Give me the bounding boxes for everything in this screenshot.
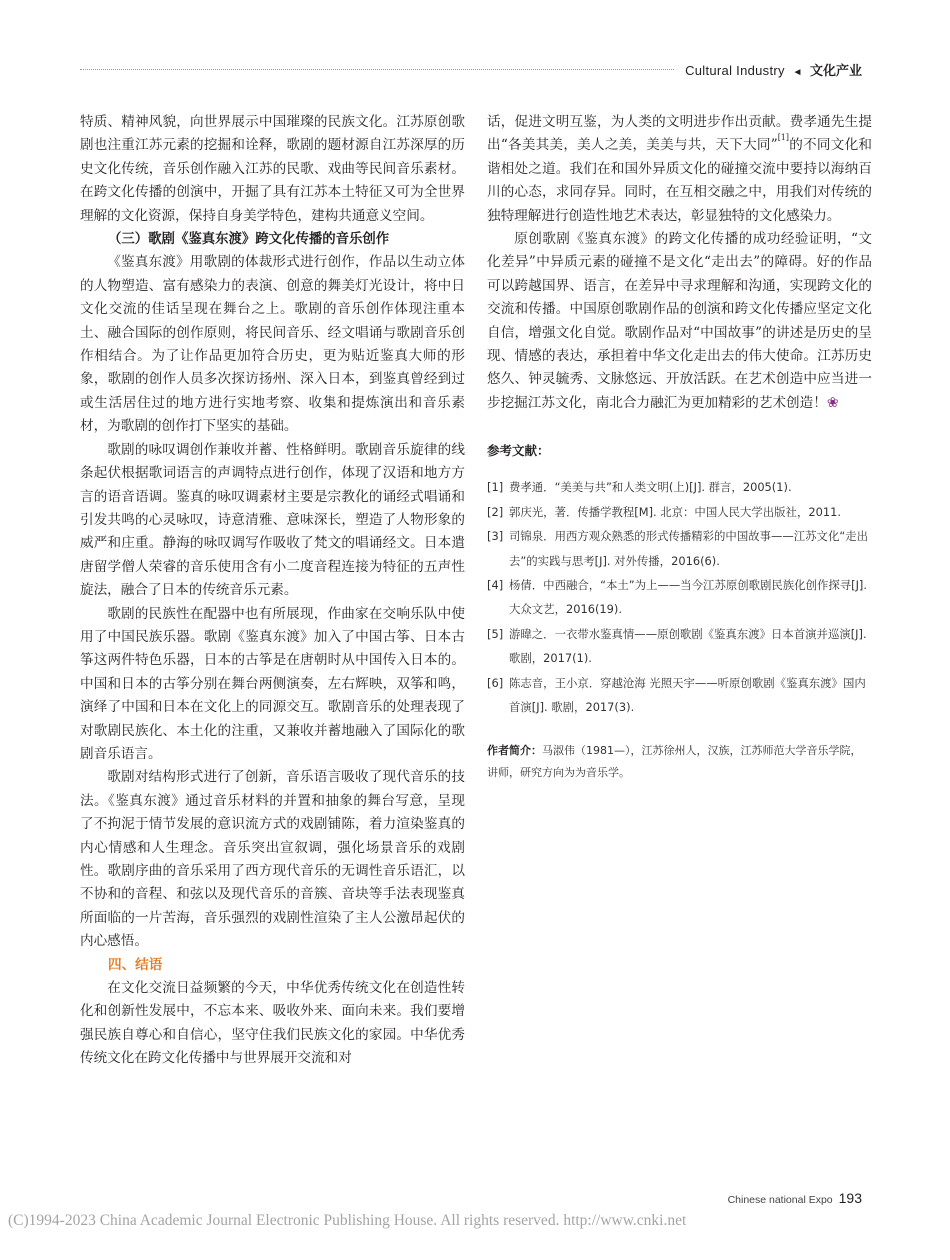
reference-item: [2] 郭庆光，著．传播学教程[M]. 北京：中国人民大学出版社，2011. <box>487 504 841 519</box>
citation-mark[interactable]: [1] <box>777 133 790 143</box>
references-title: 参考文献： <box>487 443 550 459</box>
left-column <box>80 111 465 1071</box>
end-mark-icon: ❀ <box>826 394 839 411</box>
journal-name-cn: 文化产业 <box>809 63 862 78</box>
section-heading: 四、结语 <box>108 956 163 973</box>
author-text: 马淑伟（1981—），江苏徐州人，汉族，江苏师范大学音乐学院，讲师，研究方向为为音乐学。 <box>487 744 862 780</box>
reference-item: [4] 杨倩．中西融合，“本土”为上——当今江苏原创歌剧民族化创作探寻[J]. 大众文艺，2016(19). <box>487 577 867 617</box>
page-number: 193 <box>838 1190 862 1206</box>
paragraph: 歌剧的咏叹调创作兼收并蓄、性格鲜明。歌剧音乐旋律的线条起伏根据歌词语言的声调特点进行创作，体现了汉语和地方方言的语音语调。鉴真的咏叹调素材主要是宗教化的诵经式唱诵和引发共鸣的心灵咏叹，诗意清雅、意味深长，塑造了人物形象的威严和庄重。静海的咏叹调写作吸收了梵文的唱诵经文。日本遣唐留学僧人荣睿的音乐使用含有小二度音程连接为特征的五声性旋法，融合了日本的传统音乐元素。 <box>80 441 465 599</box>
running-header <box>675 60 862 79</box>
right-column <box>487 111 872 784</box>
subsection-heading: （三）歌剧《鉴真东渡》跨文化传播的音乐创作 <box>108 232 390 248</box>
paragraph: 《鉴真东渡》用歌剧的体裁形式进行创作，作品以生动立体的人物塑造、富有感染力的表演、创意的舞美灯光设计，将中日文化交流的佳话呈现在舞台之上。歌剧的音乐创作体现注重本土、融合国际的创作原则，将民间音乐、经文唱诵与歌剧音乐创作相结合。为了让作品更加符合历史，更为贴近鉴真大师的形象，歌剧的创作人员多次探访扬州、深入日本，到鉴真曾经到过或生活居住过的地方进行实地考察、收集和提炼演出和音乐素材，为歌剧的创作打下坚实的基础。 <box>80 254 465 435</box>
copyright-watermark: (C)1994-2023 China Academic Journal Electronic Publishing House. All rights reserved. http://www.cnki.net <box>8 1212 687 1229</box>
footer-journal: Chinese national Expo <box>727 1194 833 1206</box>
paragraph: 歌剧对结构形式进行了创新，音乐语言吸收了现代音乐的技法。《鉴真东渡》通过音乐材料的并置和抽象的舞台写意，呈现了不拘泥于情节发展的意识流方式的戏剧铺陈，着力渲染鉴真的内心情感和人生理念。音乐突出宣叙调，强化场景音乐的戏剧性。歌剧序曲的音乐采用了西方现代音乐的无调性音乐语汇，以不协和的音程、和弦以及现代音乐的音簇、音块等手法表现鉴真所面临的一片苦海，音乐强烈的戏剧性渲染了主人公激昂起伏的内心感悟。 <box>80 769 465 950</box>
paragraph: 特质、精神风貌，向世界展示中国璀璨的民族文化。江苏原创歌剧也注重江苏元素的挖掘和诠释，歌剧的题材源自江苏深厚的历史文化传统，音乐创作融入江苏的民歌、戏曲等民间音乐素材。在跨文化传播的创演中，开掘了具有江苏本土特征又可为全世界理解的文化资源，保持自身美学特色，建构共通意义空间。 <box>80 114 465 224</box>
paragraph: 在文化交流日益频繁的今天，中华优秀传统文化在创造性转化和创新性发展中，不忘本来、吸收外来、面向未来。我们要增强民族自尊心和自信心，坚守住我们民族文化的家园。中华优秀传统文化在跨文化传播中与世界展开交流和对 <box>80 980 465 1067</box>
paragraph: 歌剧的民族性在配器中也有所展现，作曲家在交响乐队中使用了中国民族乐器。歌剧《鉴真东渡》加入了中国古筝、日本古筝这两件特色乐器，日本的古筝是在唐朝时从中国传入日本的。中国和日本的古筝分别在舞台两侧演奏，左右辉映，双筝和鸣，演绎了中国和日本在文化上的同源交互。歌剧音乐的处理表现了对歌剧民族化、本土化的注重，又兼收并蓄地融入了国际化的歌剧音乐语言。 <box>80 605 465 762</box>
author-bio <box>487 740 872 784</box>
reference-item: [3] 司锦泉．用西方观众熟悉的形式传播精彩的中国故事——江苏文化“走出去”的实践与思考[J]. 对外传播，2016(6). <box>487 529 869 568</box>
references-list <box>487 475 872 719</box>
reference-item: [5] 游暐之．一衣带水鉴真情——原创歌剧《鉴真东渡》日本首演并巡演[J]. 歌剧，2017(1). <box>487 626 867 666</box>
reference-item: [1] 费孝通．“美美与共”和人类文明(上)[J]. 群言，2005(1). <box>487 480 792 495</box>
paragraph: 原创歌剧《鉴真东渡》的跨文化传播的成功经验证明，“文化差异”中异质元素的碰撞不是文化“走出去”的障碍。好的作品可以跨越国界、语言，在差异中寻求理解和沟通，实现跨文化的交流和传播。中国原创歌剧作品的创演和跨文化传播应坚定文化自信，增强文化自觉。歌剧作品对“中国故事”的讲述是历史的呈现、情感的表达，承担着中华文化走出去的伟大使命。江苏历史悠久、钟灵毓秀、文脉悠远、开放活跃。在艺术创造中应当进一步挖掘江苏文化，南北合力融汇为更加精彩的艺术创造！❀ <box>487 231 872 411</box>
reference-item: [6] 陈志音，王小京．穿越沧海 光照天宇——听原创歌剧《鉴真东渡》国内首演[J]. 歌剧，2017(3). <box>487 675 866 714</box>
header-arrow-icon: ◄ <box>792 67 803 78</box>
paragraph: 话，促进文明互鉴，为人类的文明进步作出贡献。费孝通先生提出“各美其美，美人之美，美美与共，天下大同”[1]的不同文化和谐相处之道。我们在和国外异质文化的碰撞交流中要持以海纳百川的心态，求同存异。同时，在互相交融之中，用我们对传统的独特理解进行创造性地艺术表达，彰显独特的文化感染力。 <box>487 114 872 224</box>
page-footer <box>728 1190 862 1206</box>
author-label: 作者简介： <box>487 744 542 758</box>
journal-name-en: Cultural Industry <box>685 63 785 78</box>
